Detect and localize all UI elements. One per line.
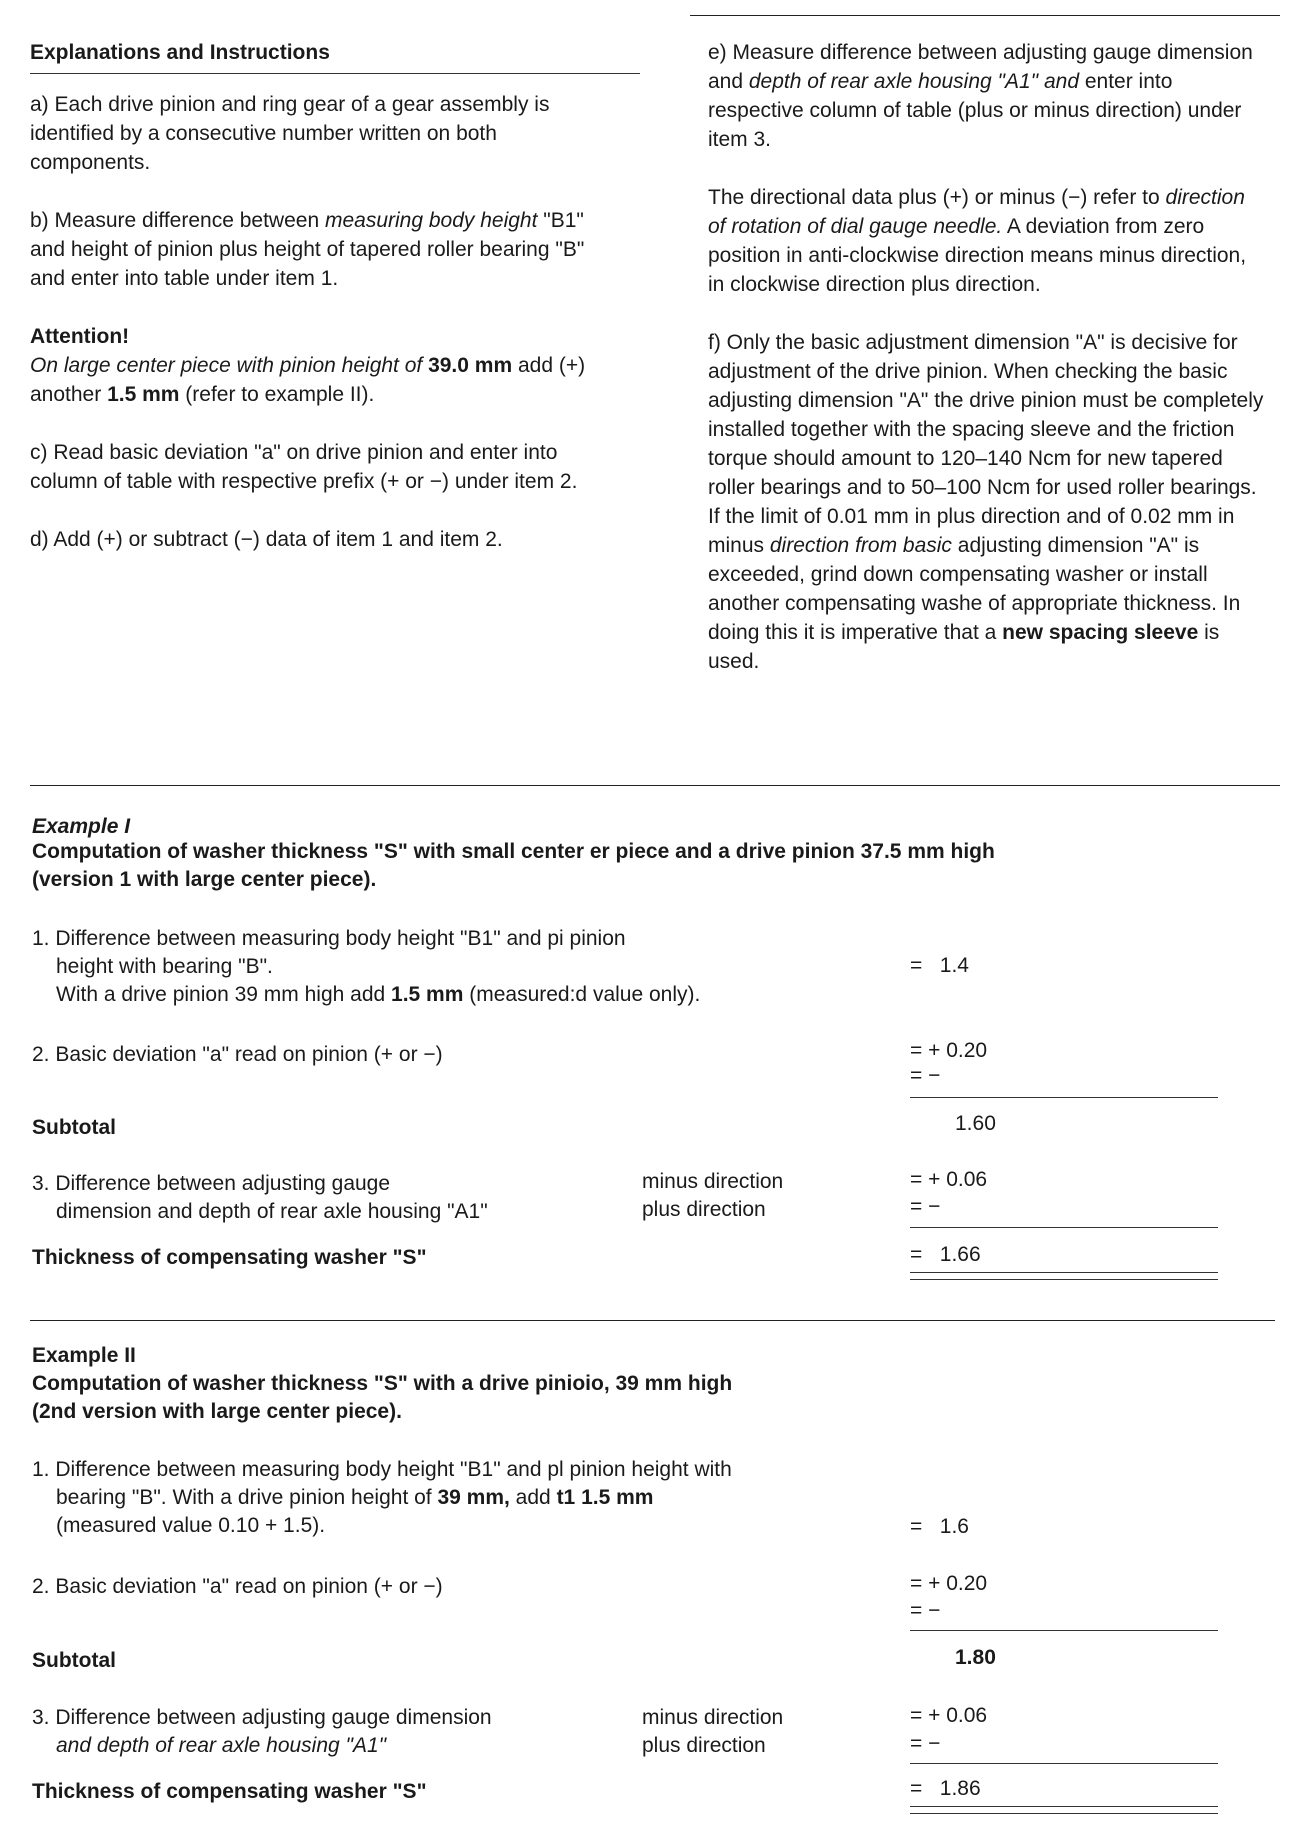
instruction-b: [30, 206, 620, 293]
example-1-item-3-line2: dimension and depth of rear axle housing "A1": [56, 1200, 488, 1223]
directional-note: [708, 183, 1268, 299]
example-1-sum-line: [910, 1097, 1218, 1098]
explanations-heading: Explanations and Instructions: [30, 41, 330, 64]
example-1-thickness-label: Thickness of compensating washer "S": [32, 1246, 427, 1269]
explanations-left-column: [30, 38, 620, 583]
separator-example-1: [30, 785, 1280, 786]
attention-mid: add (+) another: [30, 354, 586, 406]
example-2-item-1-text: bearing "B". With a drive pinion height of: [56, 1486, 438, 1509]
instruction-e-italic: depth of rear axle housing "A1" and: [748, 70, 1080, 93]
example-2-sum-line: [910, 1630, 1218, 1631]
attention-add: 1.5 mm: [107, 383, 180, 406]
example-1-subtitle: Computation of washer thickness "S" with small center er piece and a drive pinion 37.5 mm high: [32, 840, 995, 863]
instruction-e: [708, 38, 1268, 154]
example-1-thickness-value: = 1.66: [910, 1243, 981, 1266]
example-2-item-1: 1. Difference between measuring body height "B1" and pl pinion height with: [32, 1458, 732, 1481]
example-2-item-2: 2. Basic deviation "a" read on pinion (+ or −): [32, 1575, 443, 1598]
example-2-item-1-line3: (measured value 0.10 + 1.5).: [56, 1514, 326, 1537]
example-2-subtotal-label: Subtotal: [32, 1649, 116, 1672]
example-2-item-3-minus: = −: [910, 1732, 941, 1755]
instruction-f: [708, 328, 1268, 676]
example-2-item-1-value: = 1.6: [910, 1515, 969, 1538]
example-1-subtitle-2: (version 1 with large center piece).: [32, 868, 377, 891]
instruction-f-mid: adjusting dimension "A" is exceeded, grind down compensating washer or install another compensating washe of appropriate thickness. In doing this it is imperative that a: [708, 534, 1241, 644]
example-1-plus-direction: plus direction: [642, 1198, 766, 1221]
example-1-double-line-1: [910, 1272, 1218, 1273]
instruction-f-bold: new spacing sleeve: [1002, 621, 1199, 644]
instruction-e-text: e) Measure difference between adjusting gauge dimension and: [708, 41, 1253, 93]
example-2-item-2-plus: = + 0.20: [910, 1572, 988, 1595]
example-2-plus-direction: plus direction: [642, 1734, 766, 1757]
heading-underline: [30, 73, 640, 74]
example-1-title: Example I: [32, 815, 131, 838]
instruction-f-text: f) Only the basic adjustment dimension "A" is decisive for adjustment of the drive pinion. When checking the basic adjusting dimension "A" the drive pinion must be completely installed together with the spacing sleeve and the friction torque should amount to 120–140 Ncm for new tapered roller bearings and to 50–100 Ncm for used roller bearings. If the limit of 0.01 mm in plus direction and of 0.02 mm in minus: [708, 331, 1264, 557]
example-2-subtotal-value: 1.80: [955, 1646, 996, 1669]
example-1-item-1-line2: height with bearing "B".: [56, 955, 273, 978]
example-2-item-3-line2: and depth of rear axle housing "A1": [56, 1734, 387, 1757]
example-1-item-1: 1. Difference between measuring body height "B1" and pi pinion: [32, 927, 626, 950]
attention-italic: On large center piece with pinion height of: [30, 354, 429, 377]
example-2-item-1-bold: t1 1.5 mm: [556, 1486, 654, 1509]
attention-label: Attention!: [30, 325, 130, 348]
instruction-d: d) Add (+) or subtract (−) data of item 1 and item 2.: [30, 528, 503, 551]
example-2-minus-direction: minus direction: [642, 1706, 784, 1729]
example-2-title: Example II: [32, 1344, 136, 1367]
attention-note: [30, 351, 620, 409]
example-2-item-1-line2: [32, 1483, 653, 1512]
example-2-item-3: 3. Difference between adjusting gauge dimension: [32, 1706, 492, 1729]
instruction-a: a) Each drive pinion and ring gear of a gear assembly is identified by a consecutive number written on both components.: [30, 93, 550, 174]
top-rule: [690, 15, 1280, 16]
instruction-f-italic: direction from basic: [769, 534, 952, 557]
example-2-thickness-value: = 1.86: [910, 1777, 981, 1800]
example-1-item-3-minus: = −: [910, 1195, 941, 1218]
separator-example-2: [30, 1320, 1275, 1321]
example-1-item-1-add: With a drive pinion 39 mm high add: [56, 983, 392, 1006]
example-2-subtitle-2: (2nd version with large center piece).: [32, 1400, 402, 1423]
directional-text: The directional data plus (+) or minus (−) refer to: [708, 186, 1166, 209]
example-1-item-2-plus: = + 0.20: [910, 1039, 988, 1062]
example-1-subtotal-label: Subtotal: [32, 1116, 116, 1139]
example-1-item-1-bold: 1.5 mm: [391, 983, 464, 1006]
instruction-f-end: is used.: [708, 621, 1220, 673]
explanations-right-column: [708, 38, 1268, 705]
example-2-item-1-add: add: [509, 1486, 557, 1509]
attention-ref: (refer to example II).: [179, 383, 375, 406]
directional-rest: A deviation from zero position in anti-clockwise direction means minus direction, in clockwise direction plus direction.: [708, 215, 1247, 296]
example-1-total-line: [910, 1227, 1218, 1228]
example-2-item-3-plus: = + 0.06: [910, 1704, 988, 1727]
directional-italic: direction of rotation of dial gauge needle.: [708, 186, 1245, 238]
example-1-subtotal-value: 1.60: [955, 1112, 996, 1135]
example-2-double-line-2: [910, 1813, 1218, 1814]
example-1-item-3-plus: = + 0.06: [910, 1168, 988, 1191]
example-2-subtitle: Computation of washer thickness "S" with a drive pinioio, 39 mm high: [32, 1372, 733, 1395]
instruction-e-rest: enter into respective column of table (plus or minus direction) under item 3.: [708, 70, 1242, 151]
example-2-double-line-1: [910, 1806, 1218, 1807]
example-1-item-2-minus: = −: [910, 1064, 941, 1087]
example-2-thickness-label: Thickness of compensating washer "S": [32, 1780, 427, 1803]
example-1-item-1-note: (measured:d value only).: [463, 983, 701, 1006]
example-2-total-line: [910, 1763, 1218, 1764]
instruction-b-italic: measuring body height: [324, 209, 538, 232]
instruction-c: c) Read basic deviation "a" on drive pinion and enter into column of table with respective prefix (+ or −) under item 2.: [30, 441, 578, 493]
example-2-item-2-minus: = −: [910, 1599, 941, 1622]
example-2-item-1-height: 39 mm,: [437, 1486, 510, 1509]
example-1-item-3: 3. Difference between adjusting gauge: [32, 1172, 391, 1195]
instruction-b-rest: "B1" and height of pinion plus height of tapered roller bearing "B" and enter into table under item 1.: [30, 209, 585, 290]
example-1-item-1-value: = 1.4: [910, 954, 969, 977]
example-1-double-line-2: [910, 1279, 1218, 1280]
example-1-minus-direction: minus direction: [642, 1170, 784, 1193]
instruction-b-text: b) Measure difference between: [30, 209, 325, 232]
example-1-item-2: 2. Basic deviation "a" read on pinion (+ or −): [32, 1043, 443, 1066]
attention-height: 39.0 mm: [428, 354, 513, 377]
example-1-item-1-line3: [32, 980, 700, 1009]
